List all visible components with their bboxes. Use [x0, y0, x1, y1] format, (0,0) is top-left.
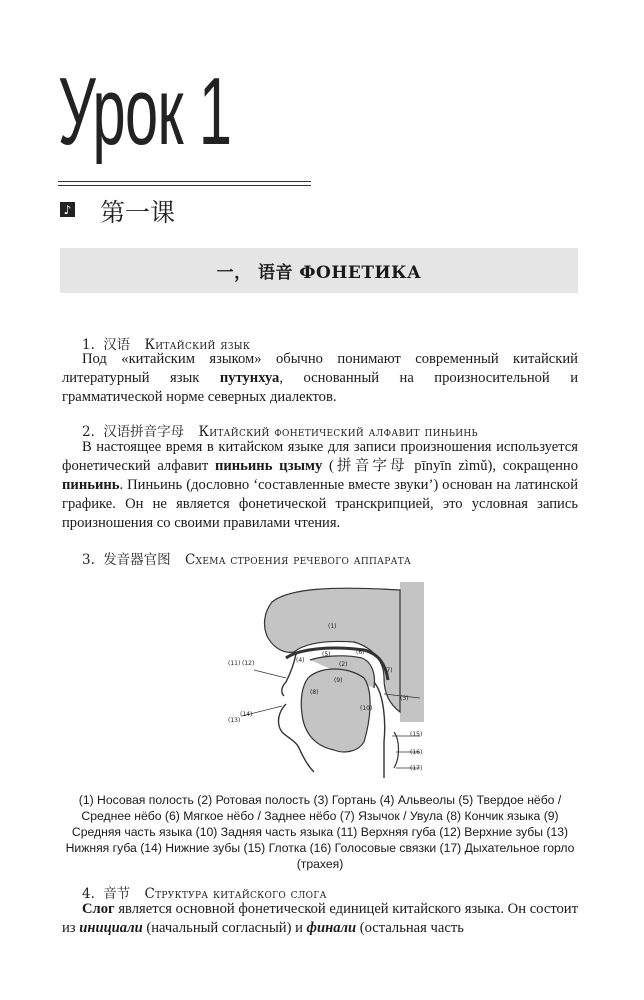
diagram-label: (8) [310, 689, 319, 696]
banner-title: 一， 语音 ФОНЕТИКА [216, 263, 422, 283]
section-banner [60, 248, 578, 293]
lesson-title: Урок 1 [58, 58, 232, 165]
paragraph-4 [62, 900, 578, 938]
diagram-label: (6) [356, 649, 365, 656]
diagram-label: (5) [322, 651, 331, 658]
section-title-ru: Структура китайского слога [144, 886, 327, 902]
diagram-label: (3) [400, 695, 409, 702]
section-heading-3 [82, 548, 411, 568]
title-rule-bottom [58, 185, 311, 186]
diagram-label: (1) [328, 623, 337, 630]
diagram-label: (7) [384, 667, 393, 674]
section-title-zh: 音节 [103, 886, 131, 902]
leader-line [254, 670, 286, 678]
paragraph-text: , основанный на произносительной и грамматической норме северных диалектов. [62, 370, 578, 405]
diagram-label: (2) [339, 661, 348, 668]
diagram-label: (12) [242, 660, 255, 667]
section-number: 1. [82, 337, 95, 353]
diagram-label: (13) [228, 717, 241, 724]
paragraph-2 [62, 438, 578, 533]
paragraph-text: является основной фонетической единицей китайского языка. Он состоит из [62, 901, 578, 936]
diagram-label: (10) [360, 705, 373, 712]
emphasis-text: пиньинь цзыму [214, 458, 323, 474]
diagram-label: (15) [410, 731, 423, 738]
paragraph-text: (拼音字母 pīnyīn zìmǔ), сокращенно [322, 458, 579, 474]
speech-apparatus-diagram [224, 582, 424, 778]
title-rule-top [58, 181, 311, 182]
lesson-subtitle-zh: 第一课 [100, 198, 176, 227]
section-title-ru: Китайский язык [144, 337, 251, 353]
section-title-zh: 汉语 [103, 337, 131, 353]
section-title-ru: Китайский фонетический алфавит пиньинь [198, 424, 478, 440]
section-title-zh: 发音器官图 [103, 552, 171, 568]
trachea-line [394, 732, 399, 768]
music-note-icon: ♪ [60, 202, 75, 217]
pharynx-line [374, 682, 385, 778]
paragraph-text: Под «китайским языком» обычно понимают современный китайский литературный язык [62, 351, 578, 386]
section-title-ru: Схема строения речевого аппарата [184, 552, 412, 568]
emphasis-text: пиньинь [62, 477, 120, 493]
paragraph-text: . Пиньинь (дословно ‘составленные вместе звуки’) основан на латинской графике. Он не является фонетической транскрипцией, это условная запись произношения со своими правилами чтения. [62, 477, 578, 531]
diagram-label: (4) [296, 657, 305, 664]
emphasis-text: финали [306, 920, 357, 936]
paragraph-1 [62, 350, 578, 407]
diagram-label: (9) [334, 677, 343, 684]
section-heading-4 [82, 882, 327, 902]
diagram-label: (11) [228, 660, 241, 667]
diagram-label: (17) [410, 765, 423, 772]
upper-lip-line [282, 654, 296, 696]
emphasis-text: Слог [82, 901, 115, 917]
emphasis-text: путунхуа [219, 370, 280, 386]
diagram-label: (16) [410, 749, 423, 756]
paragraph-text: (остальная часть [356, 920, 464, 936]
emphasis-text: инициали [79, 920, 143, 936]
diagram-caption: (1) Носовая полость (2) Ротовая полость (3) Гортань (4) Альвеолы (5) Твердое нёбо / Среднее нёбо (6) Мягкое нёбо / Заднее нёбо (7) Язычок / Увула (8) Кончик языка (9) Средняя часть языка (10) Задняя часть языка (11) Верхняя губа (12) Верхние зубы (13) Нижняя губа (14) Нижние зубы (15) Глотка (16) Голосовые связки (17) Дыхательное горло (трахея) [65, 793, 575, 871]
paragraph-text: (начальный согласный) и [142, 920, 307, 936]
section-number: 2. [82, 424, 95, 440]
section-title-zh: 汉语拼音字母 [103, 424, 185, 440]
diagram-label: (14) [240, 711, 253, 718]
section-heading-2 [82, 420, 478, 440]
paragraph-text: В настоящее время в китайском языке для записи произношения используется фонетический алфавит [62, 439, 578, 474]
section-number: 4. [82, 886, 95, 902]
section-number: 3. [82, 552, 95, 568]
